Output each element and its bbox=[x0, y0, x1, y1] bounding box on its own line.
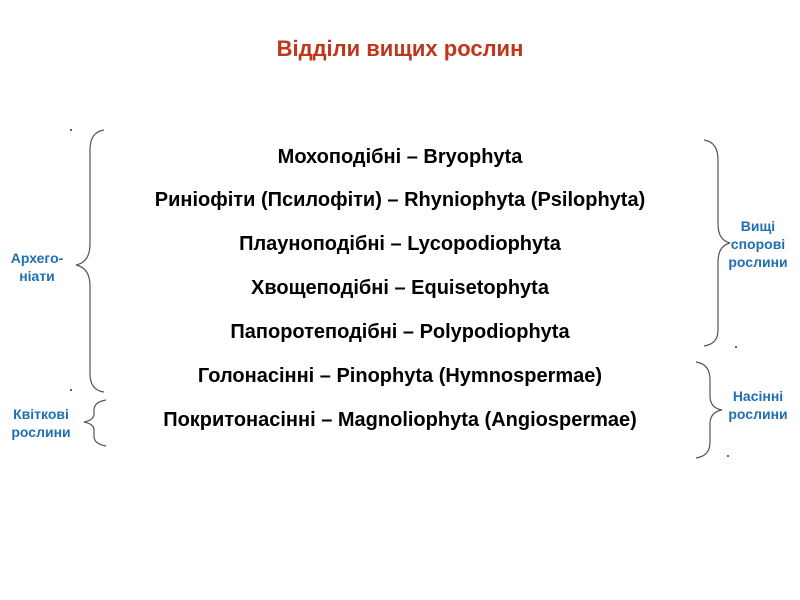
page-title: Відділи вищих рослин bbox=[276, 36, 524, 61]
division-polypodiophyta: Папоротеподібні – Polypodiophyta bbox=[230, 321, 570, 343]
division-bryophyta: Мохоподібні – Bryophyta bbox=[277, 146, 523, 168]
dot-mark bbox=[70, 129, 72, 131]
dot-mark bbox=[735, 346, 737, 348]
group-label-higher-spore-line2: спорові bbox=[730, 236, 786, 252]
group-label-seed-line2: рослини bbox=[728, 406, 788, 422]
dot-mark bbox=[727, 455, 729, 457]
group-label-flowering-line2: рослини bbox=[11, 424, 71, 440]
group-label-archegoniate-line1: Архего- bbox=[10, 250, 64, 266]
group-label-higher-spore-line3: рослини bbox=[728, 254, 788, 270]
division-lycopodiophyta: Плауноподібні – Lycopodiophyta bbox=[239, 233, 561, 255]
group-label-flowering-line1: Квіткові bbox=[13, 406, 69, 422]
division-pinophyta: Голонасінні – Pinophyta (Hymnospermae) bbox=[197, 365, 603, 387]
division-magnoliophyta: Покритонасінні – Magnoliophyta (Angiospermae) bbox=[163, 409, 637, 431]
right-brace-seed bbox=[696, 362, 722, 458]
dot-mark bbox=[70, 389, 72, 391]
left-brace-archegoniate bbox=[76, 130, 104, 392]
division-equisetophyta: Хвощеподібні – Equisetophyta bbox=[251, 277, 549, 299]
group-label-higher-spore-line1: Вищі bbox=[740, 218, 776, 234]
right-brace-higher-spore bbox=[704, 140, 730, 346]
left-brace-flowering bbox=[84, 400, 106, 446]
group-label-seed-line1: Насінні bbox=[732, 388, 784, 404]
division-rhyniophyta: Риніофіти (Псилофіти) – Rhyniophyta (Psilophyta) bbox=[154, 189, 646, 211]
group-label-archegoniate-line2: ніати bbox=[19, 268, 55, 284]
